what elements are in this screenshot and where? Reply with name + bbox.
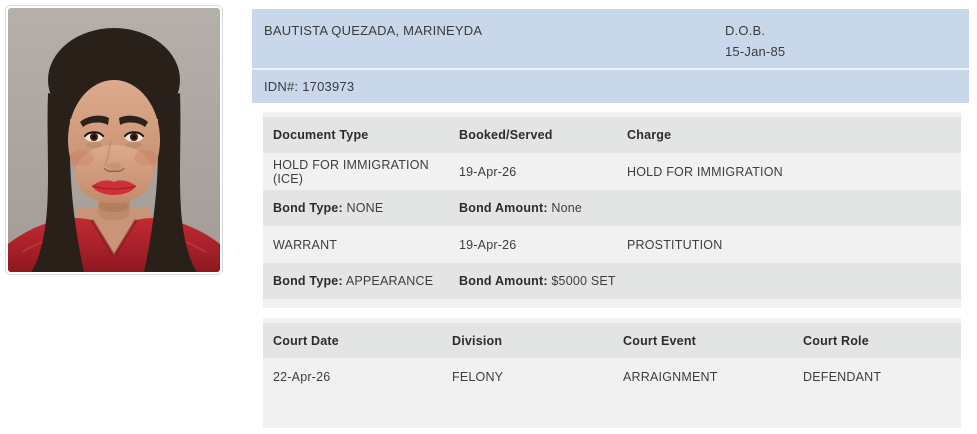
table-row [263, 358, 961, 396]
documents-table [263, 112, 961, 308]
bond-row [263, 263, 961, 299]
bond-amount-cell [459, 201, 627, 215]
bond-type-cell [273, 274, 459, 288]
column-header-court-event: Court Event [623, 333, 697, 348]
column-header-court-date: Court Date [273, 333, 339, 348]
dob-block [725, 20, 785, 62]
booked-served-cell: 19-Apr-26 [459, 164, 517, 179]
bond-type-value: NONE [346, 201, 384, 215]
bond-amount-label: Bond Amount: [459, 274, 548, 288]
dob-value: 15-Jan-85 [725, 44, 786, 59]
idn-label: IDN#: [264, 79, 299, 94]
mugshot-photo [5, 5, 223, 275]
bond-amount-cell [459, 274, 627, 288]
record-panel [252, 9, 969, 428]
table-row [263, 226, 961, 263]
bond-type-value: APPEARANCE [345, 274, 434, 288]
charge-cell: HOLD FOR IMMIGRATION [627, 164, 783, 179]
bond-type-cell [273, 201, 459, 215]
column-header-booked-served: Booked/Served [459, 128, 553, 142]
bond-amount-value: None [551, 201, 583, 215]
documents-header-row [263, 117, 961, 153]
inmate-name: BAUTISTA QUEZADA, MARINEYDA [264, 23, 483, 38]
column-header-document-type: Document Type [273, 128, 369, 142]
column-header-division: Division [452, 333, 503, 348]
document-type-cell: HOLD FOR IMMIGRATION (ICE) [273, 157, 429, 186]
booked-served-cell: 19-Apr-26 [459, 237, 517, 252]
column-header-charge: Charge [627, 128, 672, 142]
court-header-row [263, 323, 961, 358]
idn-value: 1703973 [302, 79, 355, 94]
table-row [263, 153, 961, 190]
court-table-footer-space [263, 396, 961, 428]
name-band [252, 9, 969, 68]
bond-row [263, 190, 961, 226]
court-role-cell: DEFENDANT [803, 370, 882, 384]
bond-type-label: Bond Type: [273, 201, 343, 215]
idn-band [252, 70, 969, 103]
column-header-court-role: Court Role [803, 333, 869, 348]
division-cell: FELONY [452, 370, 504, 384]
bond-amount-value: $5000 SET [551, 274, 616, 288]
court-date-cell: 22-Apr-26 [273, 370, 331, 384]
court-event-cell: ARRAIGNMENT [623, 370, 718, 384]
mugshot-portrait-icon [8, 8, 220, 272]
bond-type-label: Bond Type: [273, 274, 343, 288]
court-table [263, 318, 961, 428]
bond-amount-label: Bond Amount: [459, 201, 548, 215]
charge-cell: PROSTITUTION [627, 237, 723, 252]
document-type-cell: WARRANT [273, 237, 338, 252]
dob-label: D.O.B. [725, 23, 766, 38]
